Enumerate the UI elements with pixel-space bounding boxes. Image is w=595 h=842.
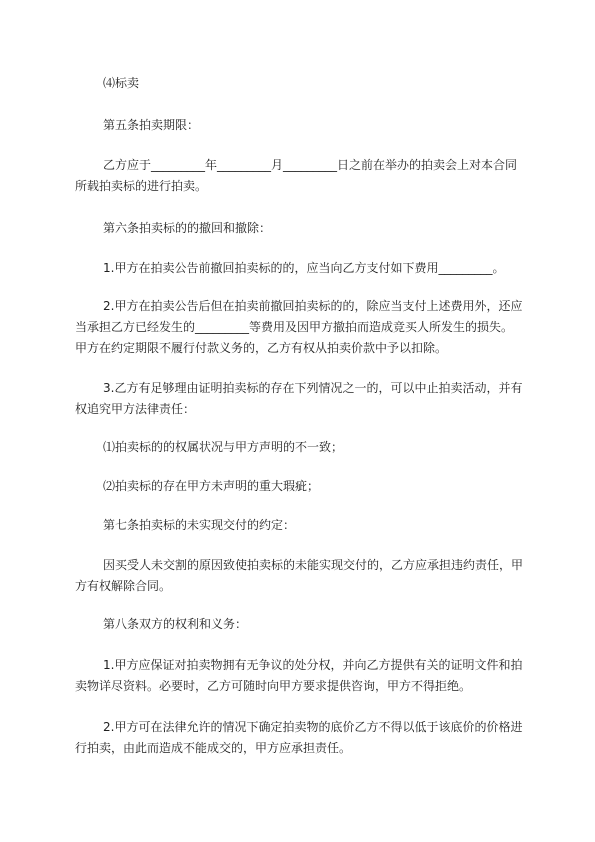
article-7-heading <box>103 515 523 536</box>
text-line: 第五条拍卖期限： <box>103 118 200 132</box>
text-line: 权追究甲方法律责任： <box>75 402 196 416</box>
text-line: ⑴拍卖标的的权属状况与甲方声明的不一致； <box>103 440 344 454</box>
text-line: 第七条拍卖标的未实现交付的约定： <box>103 518 296 532</box>
article-5-body <box>75 155 523 197</box>
text-line: ⑵拍卖标的存在甲方未声明的重大瑕疵； <box>103 479 320 493</box>
text-line: 甲方在约定期限不履行付款义务的，乙方有权从拍卖价款中予以扣除。 <box>75 341 448 355</box>
article-6-item-2 <box>75 296 523 359</box>
article-6-heading <box>103 218 523 239</box>
text-line: 所载拍卖标的进行拍卖。 <box>75 179 208 193</box>
article-6-sub-2 <box>103 476 523 497</box>
article-6-item-3 <box>75 378 523 420</box>
text-line: 方有权解除合同。 <box>75 579 172 593</box>
text-line: 因买受人未交割的原因致使拍卖标的未能实现交付的，乙方应承担违约责任，甲 <box>103 558 524 572</box>
article-6-sub-1 <box>103 437 523 458</box>
text-line: 1.甲方在拍卖公告前撤回拍卖标的的，应当向乙方支付如下费用_________。 <box>103 261 505 275</box>
clause-item-4 <box>103 73 523 94</box>
text-line: 1.甲方应保证对拍卖物拥有无争议的处分权，并向乙方提供有关的证明文件和拍 <box>103 658 523 672</box>
text-line: 卖物详尽资料。必要时，乙方可随时向甲方要求提供咨询，甲方不得拒绝。 <box>75 679 472 693</box>
article-6-item-1 <box>103 258 523 279</box>
text-line: 行拍卖，由此而造成不能成交的，甲方应承担责任。 <box>75 741 352 755</box>
text-line: 3.乙方有足够理由证明拍卖标的存在下列情况之一的，可以中止拍卖活动，并有 <box>103 381 523 395</box>
text-line: 第六条拍卖标的的撤回和撤除： <box>103 221 272 235</box>
article-7-body <box>75 555 524 597</box>
text-line: 乙方应于_________年_________月_________日之前在举办的拍卖会上对本合同 <box>103 158 518 172</box>
article-8-heading <box>103 614 523 635</box>
article-8-item-1 <box>75 655 523 697</box>
text-line: 2.甲方在拍卖公告后但在拍卖前撤回拍卖标的的，除应当支付上述费用外，还应 <box>103 299 523 313</box>
article-8-item-2 <box>75 717 523 759</box>
text-line: 第八条双方的权利和义务： <box>103 617 248 631</box>
text-line: ⑷标卖 <box>103 76 140 90</box>
text-line: 2.甲方可在法律允许的情况下确定拍卖物的底价乙方不得以低于该底价的价格进 <box>103 720 523 734</box>
text-line: 当承担乙方已经发生的_________等费用及因甲方撤拍而造成竞买人所发生的损失。 <box>75 320 514 334</box>
article-5-heading <box>103 115 523 136</box>
